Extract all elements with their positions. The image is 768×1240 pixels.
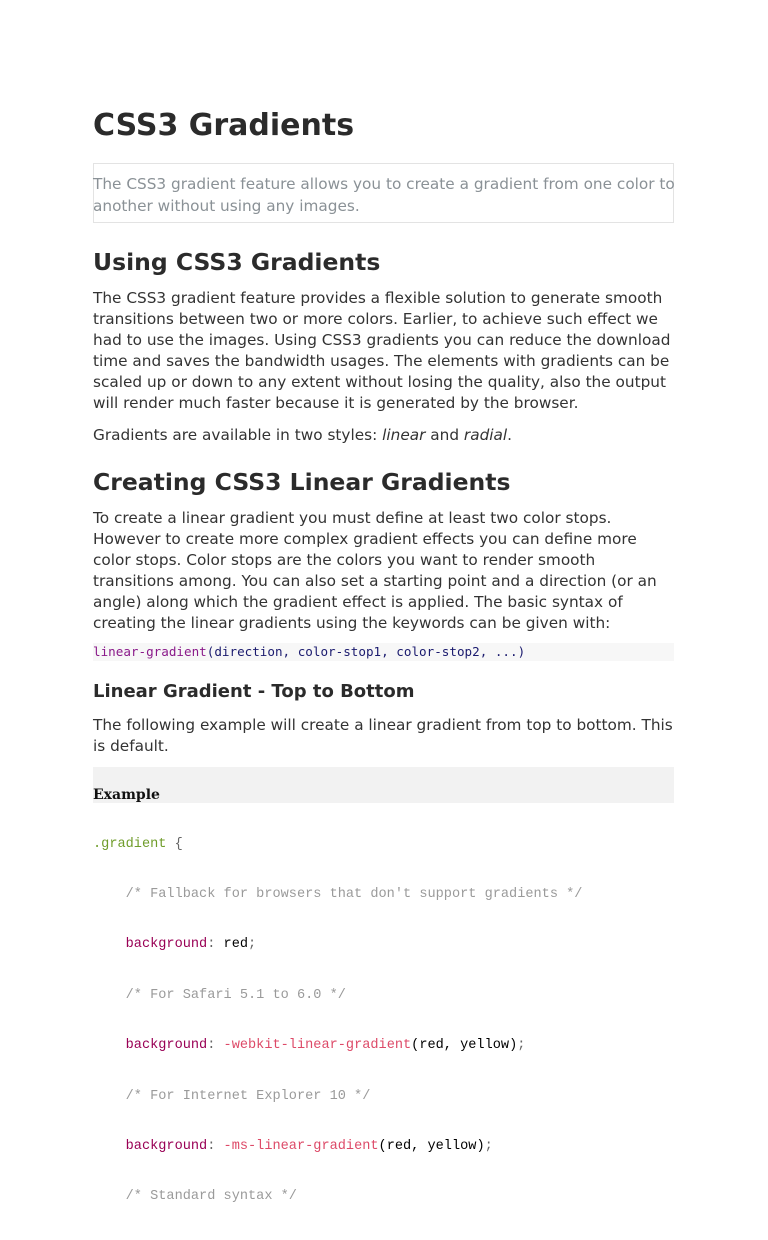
code-line [93, 1139, 582, 1156]
style-linear: linear [382, 426, 426, 444]
styles-and: and [425, 426, 464, 444]
heading-linear-gradients: Creating CSS3 Linear Gradients [93, 468, 511, 496]
example-label: Example [93, 787, 160, 803]
code-colon: : [207, 1138, 224, 1154]
paragraph-using-gradients: The CSS3 gradient feature provides a flexible solution to generate smooth transitions between two or more colors. Earlier, to achieve such effect we had to use the images. Using CSS3 gradients you can reduce the download time and saves the bandwidth usages. The elements with gradients can be scaled up or down to any extent without losing the quality, also the output will render much faster because it is generated by the browser. [93, 289, 671, 412]
code-brace: { [166, 836, 183, 852]
code-line [93, 887, 582, 904]
code-indent [93, 1189, 126, 1204]
code-comment: /* Fallback for browsers that don't support gradients */ [125, 886, 583, 902]
code-line [93, 1089, 582, 1106]
heading-using-gradients: Using CSS3 Gradients [93, 248, 381, 276]
code-arguments: (red, yellow) [411, 1038, 518, 1054]
code-selector: .gradient [93, 836, 167, 852]
paragraph-linear-gradients: To create a linear gradient you must define at least two color stops. However to create more complex gradient effects you can define more color stops. Color stops are the colors you want to render smooth transitions among. You can also set a starting point and a direction (or an angle) along which the gradient effect is applied. The basic syntax of creating the linear gradients using the keywords can be given with: [93, 509, 657, 632]
style-radial: radial [463, 426, 508, 444]
syntax-code [93, 643, 674, 661]
code-property: background [125, 937, 208, 953]
code-line [93, 1038, 582, 1055]
code-indent [93, 1089, 126, 1104]
paragraph-gradient-styles [93, 425, 676, 446]
code-semicolon: ; [484, 1138, 493, 1154]
code-function: -ms-linear-gradient [223, 1138, 379, 1154]
code-value: red [223, 937, 249, 953]
syntax-arguments: (direction, color-stop1, color-stop2, ...) [206, 644, 526, 659]
paragraph-top-to-bottom: The following example will create a linear gradient from top to bottom. This is default. [93, 716, 673, 755]
intro-text: The CSS3 gradient feature allows you to create a gradient from one color to another without using any images. [93, 175, 675, 215]
page-title: CSS3 Gradients [93, 108, 355, 143]
styles-suffix: . [507, 426, 513, 444]
code-semicolon: ; [248, 937, 257, 953]
code-indent [93, 1038, 126, 1053]
code-property: background [125, 1038, 208, 1054]
heading-top-to-bottom: Linear Gradient - Top to Bottom [93, 681, 415, 702]
example-header [93, 767, 674, 803]
code-indent [93, 1139, 126, 1154]
code-line [93, 988, 582, 1005]
code-indent [93, 937, 126, 952]
example-code [93, 803, 582, 1240]
styles-prefix: Gradients are available in two styles: [93, 426, 383, 444]
code-comment: /* For Internet Explorer 10 */ [125, 1088, 371, 1104]
code-line [93, 837, 582, 854]
code-property: background [125, 1138, 208, 1154]
code-line [93, 937, 582, 954]
code-line [93, 1189, 582, 1206]
code-colon: : [207, 937, 224, 953]
code-semicolon: ; [517, 1038, 526, 1054]
code-indent [93, 988, 126, 1003]
code-colon: : [207, 1038, 224, 1054]
code-indent [93, 887, 126, 902]
code-function: -webkit-linear-gradient [223, 1038, 412, 1054]
code-arguments: (red, yellow) [378, 1138, 485, 1154]
code-comment: /* For Safari 5.1 to 6.0 */ [125, 987, 346, 1003]
code-comment: /* Standard syntax */ [125, 1189, 297, 1205]
syntax-function: linear-gradient [93, 644, 207, 659]
